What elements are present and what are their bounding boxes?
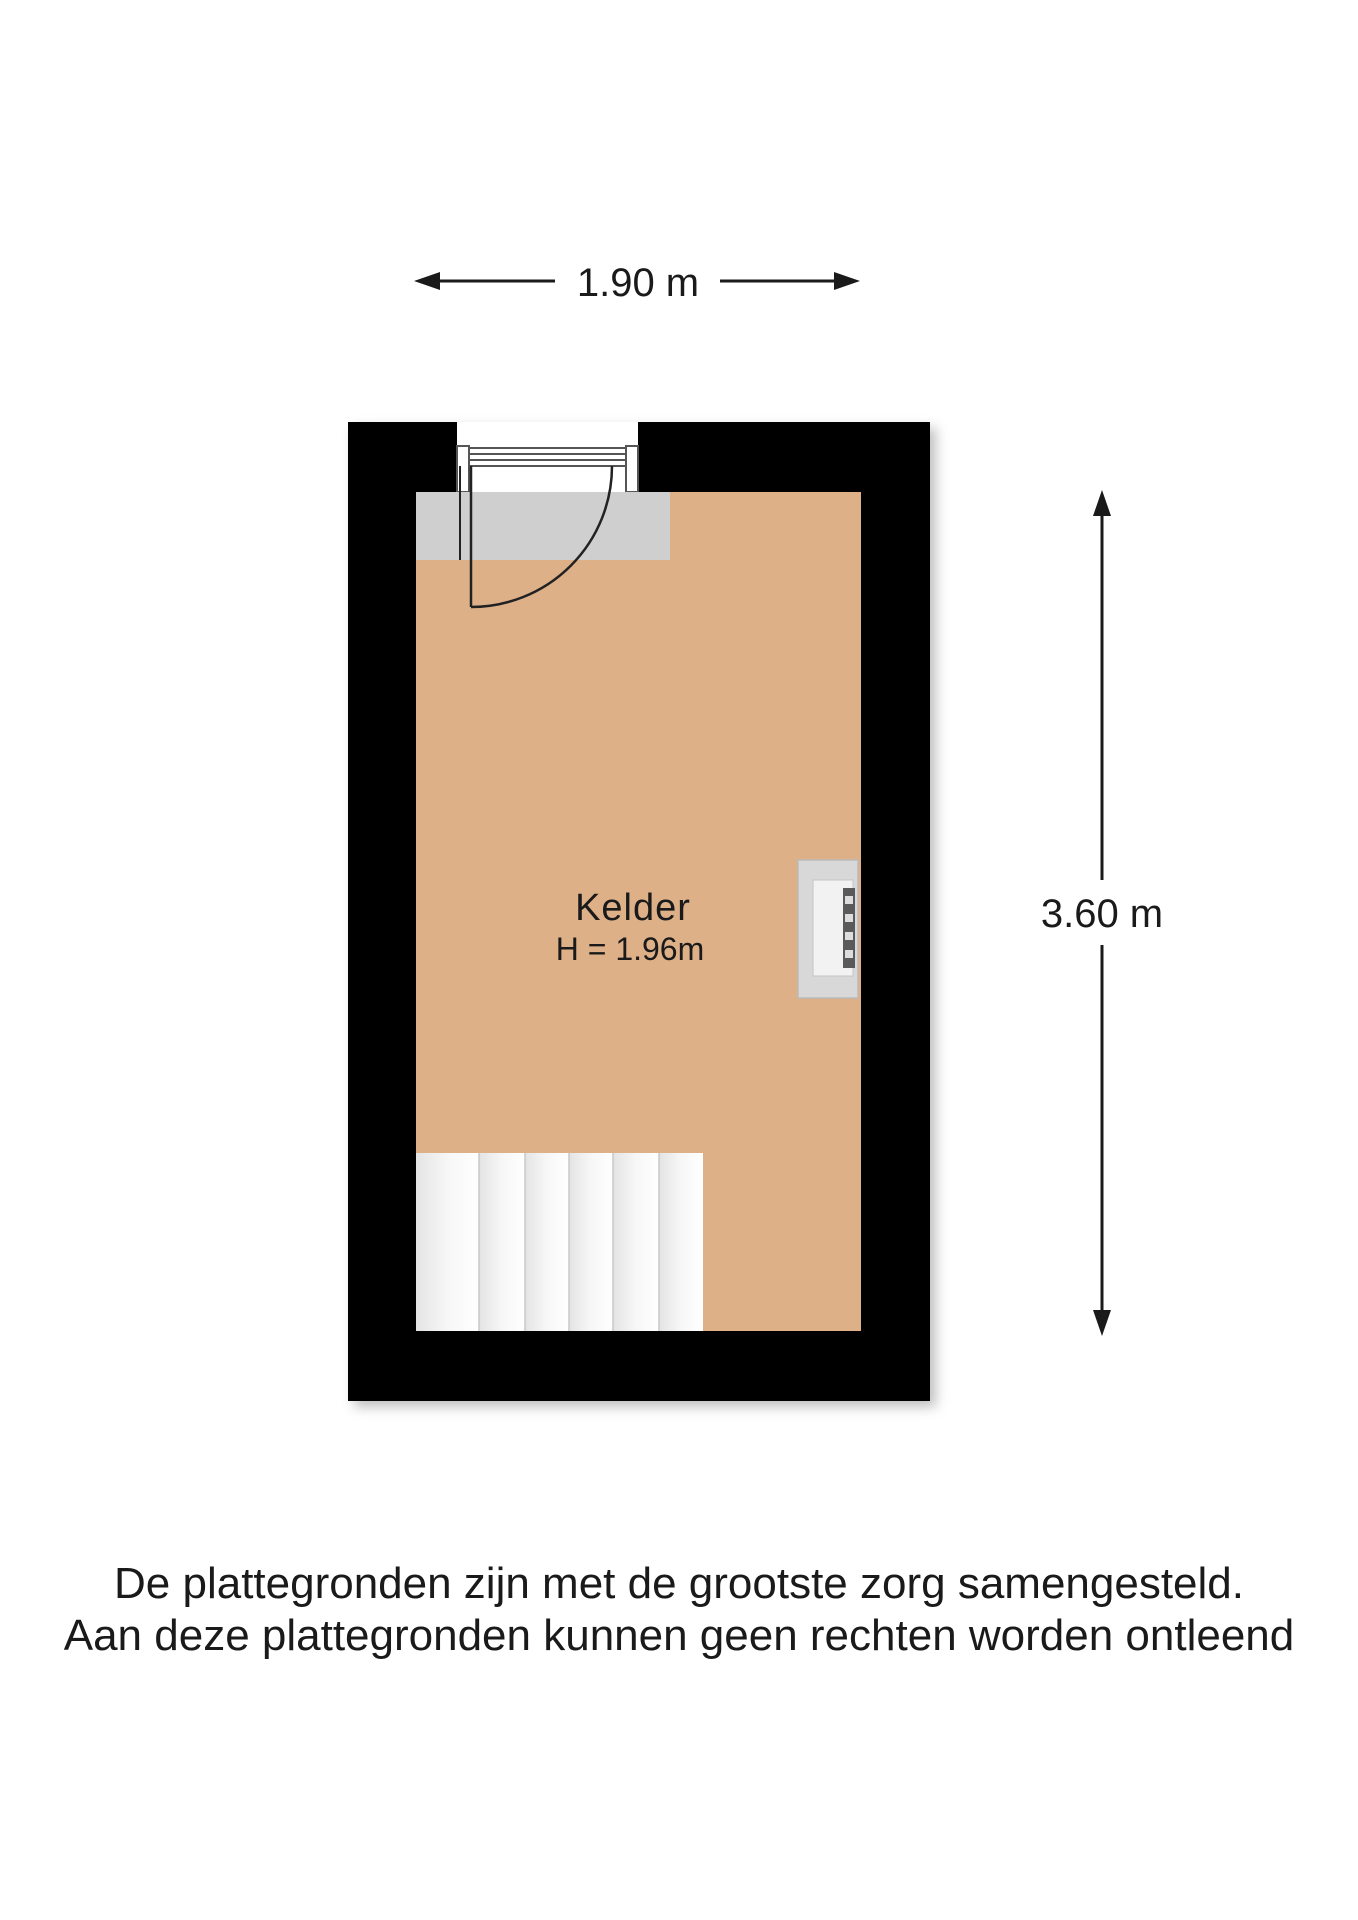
height-dimension xyxy=(1041,490,1163,1336)
staircase xyxy=(416,1153,703,1331)
width-label: 1.90 m xyxy=(576,261,700,305)
arrow-up-icon xyxy=(1093,490,1111,516)
disclaimer xyxy=(0,1558,1358,1662)
arrow-down-icon xyxy=(1093,1310,1111,1336)
arrow-right-icon xyxy=(834,272,860,290)
height-label: 3.60 m xyxy=(1040,892,1164,936)
arrow-left-icon xyxy=(414,272,440,290)
disclaimer-line-2: Aan deze plattegronden kunnen geen rechten worden ontleend xyxy=(63,1611,1295,1660)
landing xyxy=(416,492,670,560)
width-dimension xyxy=(414,261,860,305)
room-height: H = 1.96m xyxy=(555,931,705,967)
room-name: Kelder xyxy=(575,887,691,929)
wall-fixture xyxy=(798,860,858,998)
disclaimer-line-1: De plattegronden zijn met de grootste zorg samengesteld. xyxy=(114,1559,1244,1608)
